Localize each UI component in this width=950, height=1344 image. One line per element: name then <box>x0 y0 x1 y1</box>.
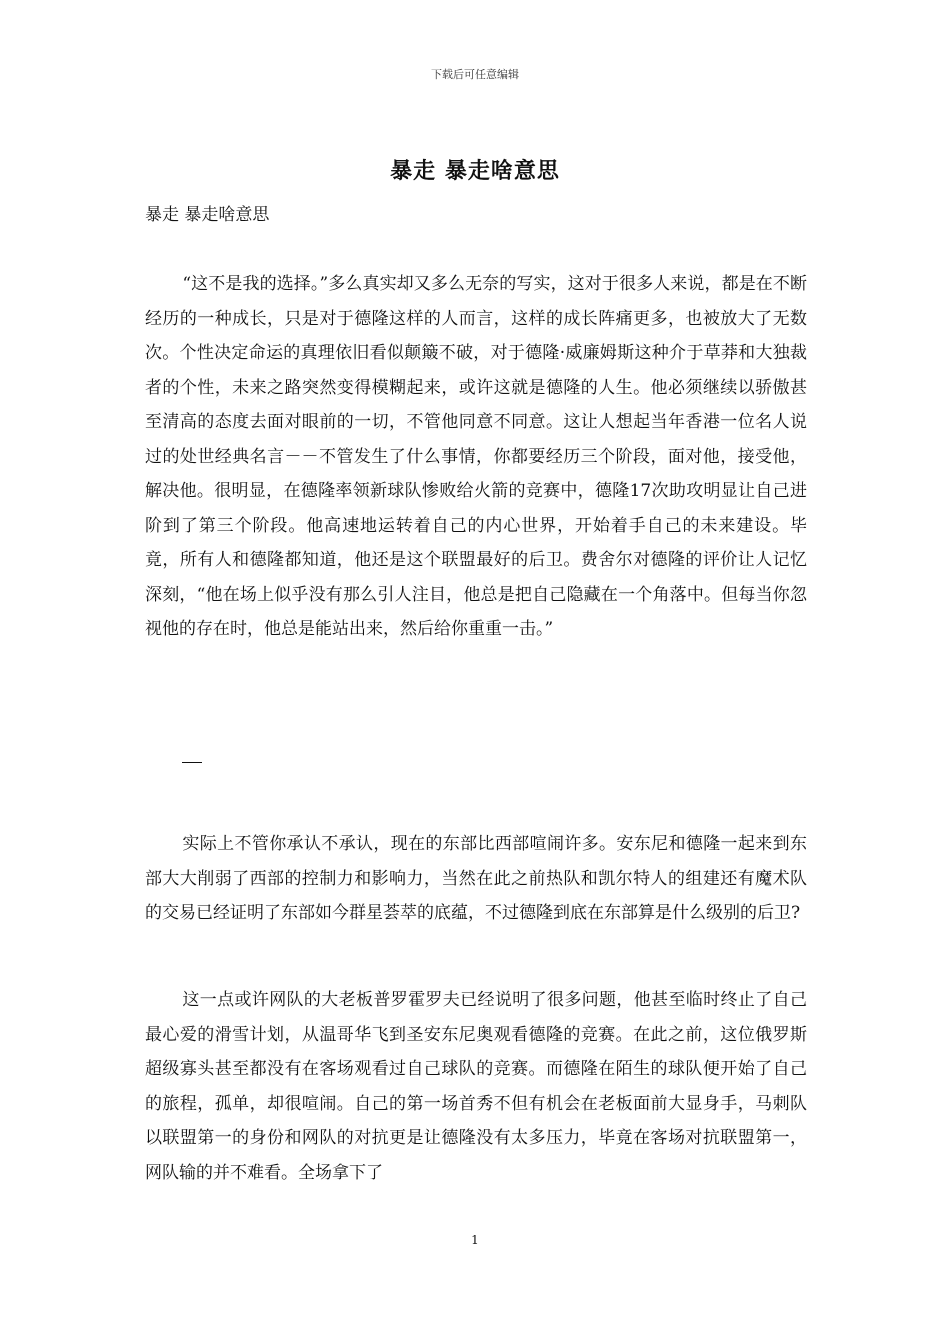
page-header-note: 下载后可任意编辑 <box>431 68 519 81</box>
body-paragraph-1: “这不是我的选择。”多么真实却又多么无奈的写实，这对于很多人来说，都是在不断经历的一种成长，只是对于德隆这样的人而言，这样的成长阵痛更多，也被放大了无数次。个性决定命运的真理依旧看似颠簸不破，对于德隆·威廉姆斯这种介于草莽和大独裁者的个性，未来之路突然变得模糊起来，或许这就是德隆的人生。他必须继续以骄傲甚至清高的态度去面对眼前的一切，不管他同意不同意。这让人想起当年香港一位名人说过的处世经典名言－－不管发生了什么事情，你都要经历三个阶段，面对他，接受他，解决他。很明显，在德隆率领新球队惨败给火箭的竞赛中，德隆17次助攻明显让自己进阶到了第三个阶段。他高速地运转着自己的内心世界，开始着手自己的未来建设。毕竟，所有人和德隆都知道，他还是这个联盟最好的后卫。费舍尔对德隆的评价让人记忆深刻，“他在场上似乎没有那么引人注目，他总是把自己隐藏在一个角落中。但每当你忽视他的存在时，他总是能站出来，然后给你重重一击。” <box>145 274 807 639</box>
body-paragraph-3: 这一点或许网队的大老板普罗霍罗夫已经说明了很多问题，他甚至临时终止了自己最心爱的滑雪计划，从温哥华飞到圣安东尼奥观看德隆的竞赛。在此之前，这位俄罗斯超级寡头甚至都没有在客场观看过自己球队的竞赛。而德隆在陌生的球队便开始了自己的旅程，孤单，却很喧闹。自己的第一场首秀不但有机会在老板面前大显身手，马刺队以联盟第一的身份和网队的对抗更是让德隆没有太多压力，毕竟在客场对抗联盟第一，网队输的并不难看。全场拿下了 <box>145 990 807 1183</box>
section-marker-text <box>182 762 202 763</box>
document-title: 暴走 暴走啥意思 <box>390 158 560 184</box>
body-paragraph-2: 实际上不管你承认不承认，现在的东部比西部喧闹许多。安东尼和德隆一起来到东部大大削弱了西部的控制力和影响力，当然在此之前热队和凯尔特人的组建还有魔术队的交易已经证明了东部如今群星荟萃的底蕴，不过德隆到底在东部算是什么级别的后卫? <box>145 834 807 923</box>
section-marker <box>182 752 202 772</box>
document-subtitle: 暴走 暴走啥意思 <box>145 205 270 225</box>
page-number: 1 <box>471 1233 479 1247</box>
